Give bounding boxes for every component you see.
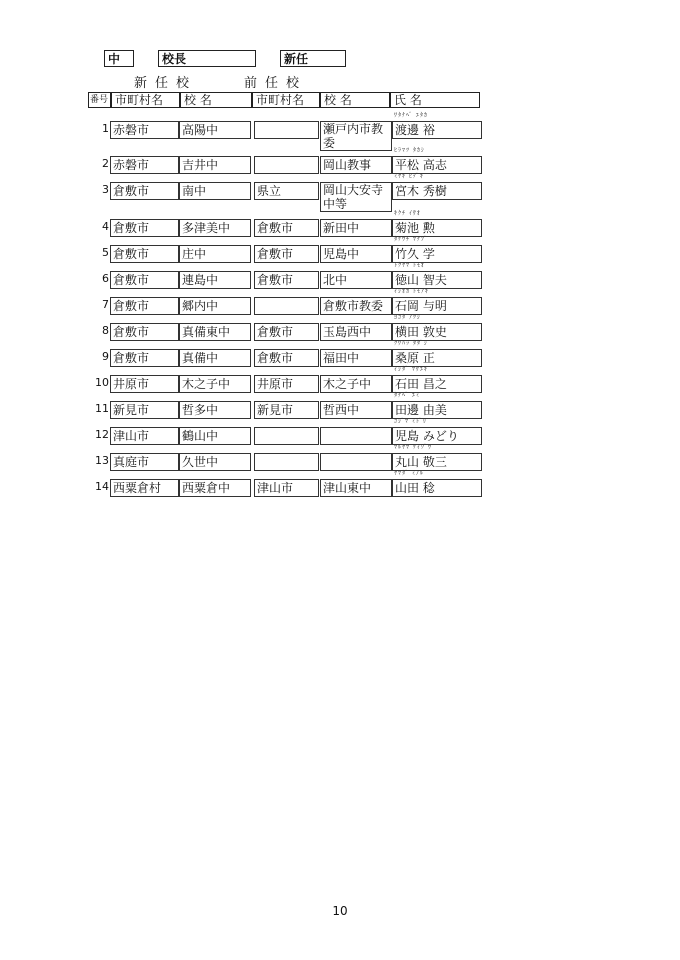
name-reading: ﾄｸﾔﾏ ﾄﾓｵ: [394, 262, 425, 269]
row-prev-school: 哲西中: [320, 401, 392, 419]
row-new-municipality: 倉敷市: [110, 297, 179, 315]
row-name: 石岡 与明: [392, 297, 482, 315]
row-new-school: 多津美中: [179, 219, 251, 237]
row-name: 渡邊 裕: [392, 121, 482, 139]
row-prev-school: 津山東中: [320, 479, 392, 497]
row-new-municipality: 真庭市: [110, 453, 179, 471]
column-header-number: 番号: [88, 92, 111, 108]
row-number: 13: [95, 454, 109, 467]
row-name: 山田 稔: [392, 479, 482, 497]
row-name: 宮木 秀樹: [392, 182, 482, 200]
row-new-school: 哲多中: [179, 401, 251, 419]
row-prev-municipality: 倉敷市: [254, 323, 319, 341]
name-reading: ﾜﾀﾅﾍﾞ ﾕﾀｶ: [394, 112, 428, 119]
row-new-school: 鶴山中: [179, 427, 251, 445]
row-new-municipality: 倉敷市: [110, 271, 179, 289]
row-number: 14: [95, 480, 109, 493]
row-new-school: 庄中: [179, 245, 251, 263]
row-new-school: 木之子中: [179, 375, 251, 393]
row-new-municipality: 倉敷市: [110, 182, 179, 200]
page-number: 10: [332, 904, 348, 918]
row-prev-school: 瀬戸内市教委: [320, 121, 392, 151]
column-header-name: 氏 名: [390, 92, 480, 108]
position-box: 校長: [158, 50, 256, 67]
row-prev-municipality: 倉敷市: [254, 349, 319, 367]
column-header-new-school: 校 名: [180, 92, 252, 108]
row-prev-municipality: 県立: [254, 182, 319, 200]
row-number: 12: [95, 428, 109, 441]
row-name: 桑原 正: [392, 349, 482, 367]
row-number: 11: [95, 402, 109, 415]
name-reading: ﾏﾙﾔﾏ ｹｲｿﾞｳ: [394, 444, 432, 451]
new-school-heading: 新任校: [134, 76, 198, 91]
row-name: 平松 高志: [392, 156, 482, 174]
name-reading: ﾋﾗﾏﾂ ﾀｶｼ: [394, 147, 425, 154]
row-name: 田邊 由美: [392, 401, 482, 419]
row-new-municipality: 新見市: [110, 401, 179, 419]
row-name: 菊池 勲: [392, 219, 482, 237]
row-prev-school: 福田中: [320, 349, 392, 367]
row-name: 徳山 智夫: [392, 271, 482, 289]
row-new-school: 郷内中: [179, 297, 251, 315]
row-prev-school: 岡山大安寺中等: [320, 182, 392, 212]
row-name: 石田 昌之: [392, 375, 482, 393]
name-reading: ｸﾜﾊﾗ ﾀﾀﾞｼ: [394, 340, 428, 347]
row-prev-school: 倉敷市教委: [320, 297, 392, 315]
row-prev-municipality: 倉敷市: [254, 271, 319, 289]
school-level-box: 中: [104, 50, 134, 67]
row-new-municipality: 西粟倉村: [110, 479, 179, 497]
row-new-municipality: 赤磐市: [110, 156, 179, 174]
column-header-new-municipality: 市町村名: [111, 92, 180, 108]
row-new-school: 南中: [179, 182, 251, 200]
column-header-prev-school: 校 名: [320, 92, 390, 108]
row-number: 10: [95, 376, 109, 389]
row-new-school: 高陽中: [179, 121, 251, 139]
row-new-municipality: 倉敷市: [110, 245, 179, 263]
name-reading: ｺｼﾞﾏ ﾐﾄﾞﾘ: [394, 418, 427, 425]
row-prev-school: [320, 427, 392, 445]
row-number: 8: [102, 324, 109, 337]
row-prev-municipality: [254, 453, 319, 471]
row-name: 横田 敦史: [392, 323, 482, 341]
name-reading: ｲｼｵｶ ﾄﾓｱｷ: [394, 288, 429, 295]
column-header-prev-municipality: 市町村名: [252, 92, 320, 108]
row-number: 4: [102, 220, 109, 233]
row-new-municipality: 倉敷市: [110, 323, 179, 341]
row-new-municipality: 津山市: [110, 427, 179, 445]
row-prev-school: 岡山教事: [320, 156, 392, 174]
row-new-school: 久世中: [179, 453, 251, 471]
row-name: 竹久 学: [392, 245, 482, 263]
row-new-municipality: 倉敷市: [110, 349, 179, 367]
row-new-municipality: 倉敷市: [110, 219, 179, 237]
row-number: 3: [102, 183, 109, 196]
row-new-municipality: 赤磐市: [110, 121, 179, 139]
row-number: 1: [102, 122, 109, 135]
row-name: 児島 みどり: [392, 427, 482, 445]
row-new-school: 連島中: [179, 271, 251, 289]
name-reading: ﾀﾅﾍﾞ ﾕﾐ: [394, 392, 420, 399]
name-reading: ﾀｹｳﾁ ﾏﾅﾌﾞ: [394, 236, 428, 243]
row-number: 2: [102, 157, 109, 170]
name-reading: ﾐﾔｷ ﾋﾃﾞｷ: [394, 173, 424, 180]
name-reading: ﾖｺﾀ ｱﾂｼ: [394, 314, 421, 321]
name-reading: ｲｼﾀﾞ ﾏｻﾕｷ: [394, 366, 428, 373]
row-new-school: 吉井中: [179, 156, 251, 174]
row-prev-municipality: [254, 427, 319, 445]
row-prev-municipality: 津山市: [254, 479, 319, 497]
row-number: 5: [102, 246, 109, 259]
row-prev-school: [320, 453, 392, 471]
row-prev-school: 児島中: [320, 245, 392, 263]
row-prev-municipality: 井原市: [254, 375, 319, 393]
row-prev-school: 北中: [320, 271, 392, 289]
row-prev-municipality: 倉敷市: [254, 245, 319, 263]
row-prev-municipality: 新見市: [254, 401, 319, 419]
row-new-municipality: 井原市: [110, 375, 179, 393]
row-prev-school: 木之子中: [320, 375, 392, 393]
row-number: 6: [102, 272, 109, 285]
category-box: 新任: [280, 50, 346, 67]
row-prev-municipality: [254, 156, 319, 174]
previous-school-heading: 前任校: [244, 76, 308, 91]
row-new-school: 真備東中: [179, 323, 251, 341]
row-number: 7: [102, 298, 109, 311]
row-prev-school: 新田中: [320, 219, 392, 237]
name-reading: ﾔﾏﾀﾞ ﾐﾉﾙ: [394, 470, 424, 477]
row-name: 丸山 敬三: [392, 453, 482, 471]
name-reading: ｷｸﾁ ｲｻｵ: [394, 210, 421, 217]
row-prev-school: 玉島西中: [320, 323, 392, 341]
row-number: 9: [102, 350, 109, 363]
row-new-school: 西粟倉中: [179, 479, 251, 497]
row-prev-municipality: 倉敷市: [254, 219, 319, 237]
row-new-school: 真備中: [179, 349, 251, 367]
row-prev-municipality: [254, 297, 319, 315]
row-prev-municipality: [254, 121, 319, 139]
